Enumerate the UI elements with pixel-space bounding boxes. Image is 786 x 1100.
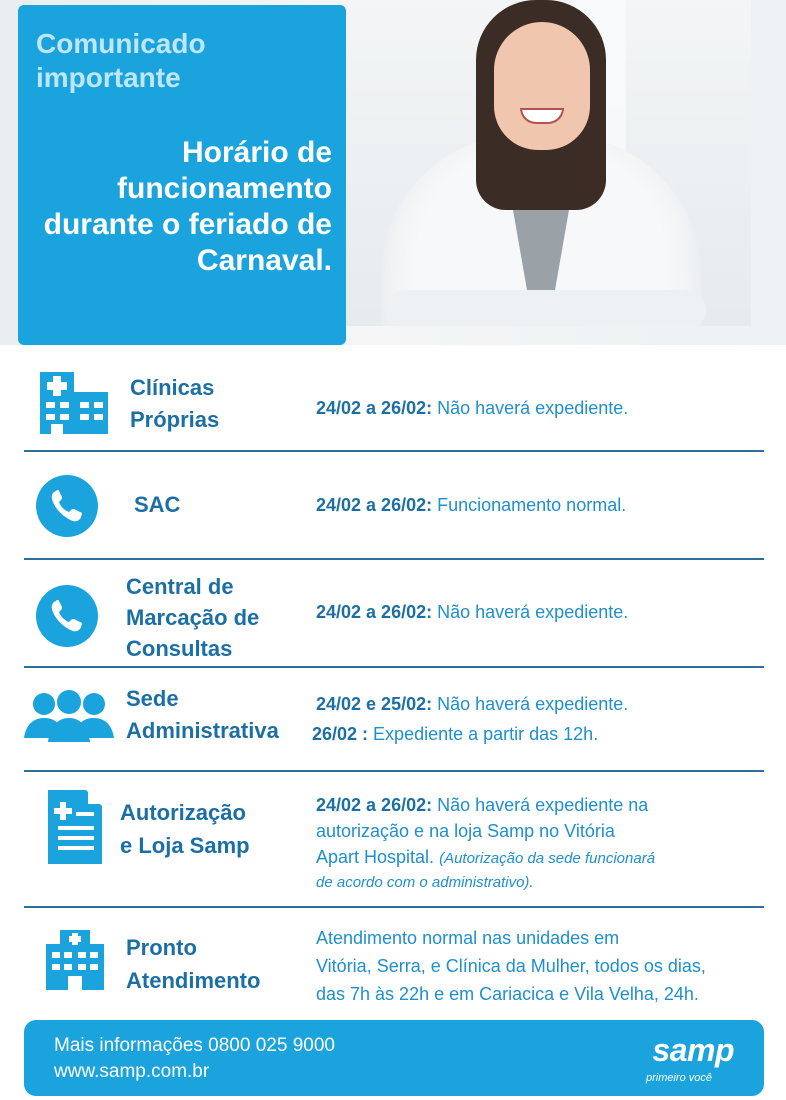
row-text-autorizacao-line2: autorização e na loja Samp no Vitória (316, 821, 615, 841)
row-text-body: Não haverá expediente. (432, 694, 629, 714)
row-divider (24, 770, 764, 772)
document-plus-icon (48, 790, 102, 864)
row-label-pronto-line1: Pronto (126, 935, 197, 960)
row-note: (Autorização da sede funcionará (439, 850, 656, 867)
row-label-clinicas-line1: Clínicas (130, 375, 215, 400)
row-text-sede-line2 (312, 722, 598, 746)
row-label-autorizacao-line1: Autorização (120, 800, 246, 825)
phone-icon (36, 585, 98, 647)
row-label-sede-line1: Sede (126, 686, 179, 711)
row-date: 24/02 a 26/02: (316, 602, 433, 622)
row-text-clinicas (316, 396, 628, 420)
row-text-central (316, 600, 628, 624)
row-divider (24, 666, 764, 668)
row-label-sac: SAC (134, 492, 181, 517)
row-text-body: Não haverá expediente. (432, 398, 629, 418)
row-text-sede-line1 (316, 692, 628, 716)
row-text-body: Não haverá expediente. (432, 602, 629, 622)
footer-banner (24, 1020, 764, 1096)
samp-logo: samp (652, 1032, 734, 1068)
row-divider (24, 558, 764, 560)
row-label-central-line3: Consultas (126, 636, 233, 661)
hospital-building-icon (38, 368, 110, 434)
website-link[interactable]: www.samp.com.br (54, 1061, 210, 1082)
row-divider (24, 450, 764, 452)
row-text-autorizacao-line1 (316, 793, 648, 817)
row-text-body: Funcionamento normal. (432, 495, 627, 515)
row-note-line2: de acordo com o administrativo). (316, 874, 534, 891)
row-label-central-line2: Marcação de (126, 605, 260, 630)
row-text-autorizacao-line3 (316, 845, 655, 871)
hero-banner (0, 0, 786, 345)
row-text-body: Apart Hospital. (316, 847, 435, 867)
contact-phone: Mais informações 0800 025 9000 (54, 1035, 335, 1056)
samp-logo-tagline: primeiro você (645, 1072, 712, 1084)
row-date: 24/02 a 26/02: (316, 398, 433, 418)
row-text-pronto-line1: Atendimento normal nas unidades em (316, 928, 620, 948)
row-text-pronto-line2: Vitória, Serra, e Clínica da Mulher, todos os dias, (316, 956, 706, 976)
row-divider (24, 906, 764, 908)
announcement-box (18, 5, 346, 345)
row-label-autorizacao-line2: e Loja Samp (120, 833, 250, 858)
announcement-title: Horário de funcionamento durante o feriado de Carnaval. (43, 136, 332, 277)
row-date: 26/02 : (312, 724, 369, 744)
announcement-kicker: Comunicado importante (36, 28, 206, 93)
row-label-central-line1: Central de (126, 574, 234, 599)
people-group-icon (24, 690, 114, 742)
row-date: 24/02 e 25/02: (316, 694, 433, 714)
row-date: 24/02 a 26/02: (316, 795, 433, 815)
row-date: 24/02 a 26/02: (316, 495, 433, 515)
row-text-body: Expediente a partir das 12h. (368, 724, 599, 744)
row-label-pronto-line2: Atendimento (126, 968, 261, 993)
row-text-sac (316, 493, 626, 517)
doctor-photo (346, 0, 751, 326)
row-text-pronto-line3: das 7h às 22h e em Cariacica e Vila Velha, 24h. (316, 984, 699, 1004)
row-label-clinicas-line2: Próprias (130, 407, 220, 432)
row-label-sede-line2: Administrativa (126, 718, 279, 743)
row-text-body: Não haverá expediente na (432, 795, 649, 815)
phone-icon (36, 475, 98, 537)
emergency-building-icon (46, 930, 104, 990)
